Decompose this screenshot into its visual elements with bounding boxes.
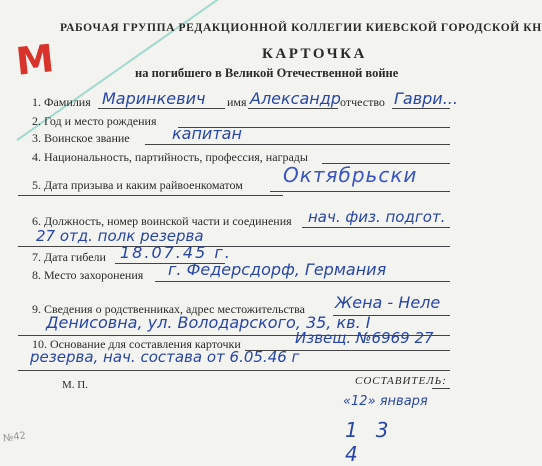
relatives-value: Жена - Неле (335, 293, 441, 312)
patronymic-value: Гаври... (394, 89, 458, 108)
handwritten-numbers: 13 4 (345, 418, 407, 466)
basis-value-2: резерва, нач. состава от 6.05.46 г (30, 348, 300, 366)
name-label: имя (227, 95, 247, 109)
conscription-underline (270, 191, 450, 192)
position-value: нач. физ. подгот. (308, 208, 446, 226)
burial-underline (155, 281, 450, 282)
compile-date: «12» января (343, 394, 428, 409)
rank-value: капитан (172, 124, 242, 143)
burial-label: 8. Место захоронения (32, 268, 144, 282)
relatives-label: 9. Сведения о родственниках, адрес местожительства (32, 302, 305, 316)
position-label: 6. Должность, номер воинской части и соединения (32, 214, 292, 228)
red-letter-mark: М (13, 36, 56, 84)
position-underline-2 (18, 246, 450, 247)
conscription-value: Октябрьски (283, 163, 418, 187)
relatives-value-2: Денисовна, ул. Володарского, 35, кв. I (46, 313, 371, 332)
basis-underline-2 (18, 370, 450, 371)
organization-header: РАБОЧАЯ ГРУППА РЕДАКЦИОННОЙ КОЛЛЕГИИ КИЕВСКОЙ ГОРОДСКОЙ КН (60, 22, 542, 34)
card-title: КАРТОЧКА (262, 46, 367, 62)
surname-label: 1. Фамилия (32, 95, 91, 109)
basis-label: 10. Основание для составления карточки (32, 337, 241, 351)
surname-value: Маринкевич (102, 89, 206, 108)
death-date-value: 18.07.45 г. (120, 243, 232, 262)
rank-underline (145, 144, 450, 145)
pencil-number: №42 (2, 430, 27, 445)
rank-label: 3. Воинское звание (32, 131, 130, 145)
compiler-underline (432, 388, 450, 389)
patronymic-label: отчество (340, 95, 385, 109)
death-date-label: 7. Дата гибели (32, 250, 106, 264)
surname-underline (98, 108, 225, 109)
patronymic-underline (392, 108, 450, 109)
name-underline (248, 108, 338, 109)
card-subtitle: на погибшего в Великой Отечественной войне (135, 66, 399, 80)
conscription-label: 5. Дата призыва и каким райвоенкоматом (32, 178, 243, 192)
seal-place-label: М. П. (62, 379, 88, 391)
nationality-label: 4. Национальность, партийность, профессия, награды (32, 150, 308, 164)
position-underline (302, 227, 450, 228)
birth-label: 2. Год и место рождения (32, 114, 157, 128)
basis-value: Извещ. №6969 27 (295, 329, 434, 347)
compiler-label: СОСТАВИТЕЛЬ: (355, 375, 447, 387)
position-value-2: 27 отд. полк резерва (36, 227, 204, 245)
nationality-underline-2 (18, 195, 283, 196)
name-value: Александр (250, 89, 341, 108)
burial-value: г. Федерсдорф, Германия (168, 260, 387, 279)
